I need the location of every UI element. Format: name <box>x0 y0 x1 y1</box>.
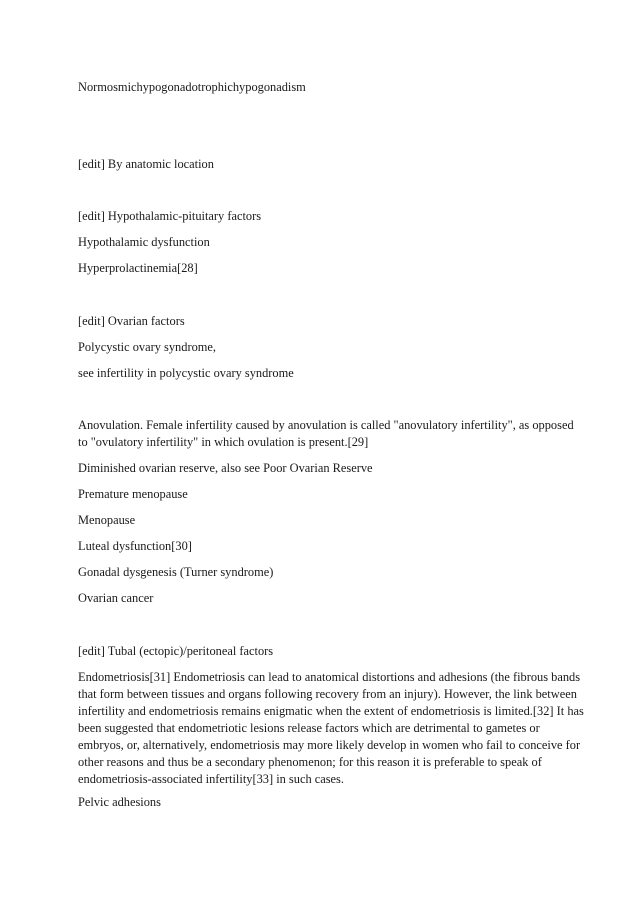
line-normosmic: Normosmichypogonadotrophichypogonadism <box>78 80 306 94</box>
paragraph-line: embryos, or, alternatively, endometriosis may more likely develop in women who fail to conceive for <box>78 738 581 752</box>
line-hypothalamic-dysfunction: Hypothalamic dysfunction <box>78 235 210 249</box>
paragraph-line: been suggested that endometriotic lesions release factors which are detrimental to gametes or <box>78 721 540 735</box>
paragraph-line: Anovulation. Female infertility caused by anovulation is called "anovulatory infertility", as opposed <box>78 418 574 432</box>
line-see-infertility-pcos: see infertility in polycystic ovary syndrome <box>78 366 294 380</box>
line-menopause: Menopause <box>78 513 136 527</box>
section-heading-tubal-peritoneal: [edit] Tubal (ectopic)/peritoneal factors <box>78 644 274 658</box>
line-ovarian-cancer: Ovarian cancer <box>78 591 154 605</box>
line-polycystic-ovary: Polycystic ovary syndrome, <box>78 340 216 354</box>
line-diminished-ovarian-reserve: Diminished ovarian reserve, also see Poor Ovarian Reserve <box>78 461 373 475</box>
line-hyperprolactinemia: Hyperprolactinemia[28] <box>78 261 198 275</box>
paragraph-line: Endometriosis[31] Endometriosis can lead to anatomical distortions and adhesions (the fibrous bands <box>78 670 581 684</box>
line-gonadal-dysgenesis: Gonadal dysgenesis (Turner syndrome) <box>78 565 274 579</box>
section-heading-hypothalamic-pituitary: [edit] Hypothalamic-pituitary factors <box>78 209 262 223</box>
paragraph-line: that form between tissues and organs following recovery from an injury). However, the link between <box>78 687 577 701</box>
section-heading-anatomic-location: [edit] By anatomic location <box>78 157 214 171</box>
paragraph-endometriosis <box>78 669 584 788</box>
section-heading-ovarian-factors: [edit] Ovarian factors <box>78 314 185 328</box>
paragraph-line: other reasons and thus be a secondary phenomenon; for this reason it is preferable to speak of <box>78 755 542 769</box>
line-pelvic-adhesions: Pelvic adhesions <box>78 795 161 809</box>
paragraph-line: to "ovulatory infertility" in which ovulation is present.[29] <box>78 435 369 449</box>
line-luteal-dysfunction: Luteal dysfunction[30] <box>78 539 192 553</box>
line-premature-menopause: Premature menopause <box>78 487 188 501</box>
paragraph-anovulation <box>78 417 574 451</box>
paragraph-line: infertility and endometriosis remains enigmatic when the extent of endometriosis is limited.[32] It has <box>78 704 584 718</box>
paragraph-line: endometriosis-associated infertility[33] in such cases. <box>78 772 344 786</box>
